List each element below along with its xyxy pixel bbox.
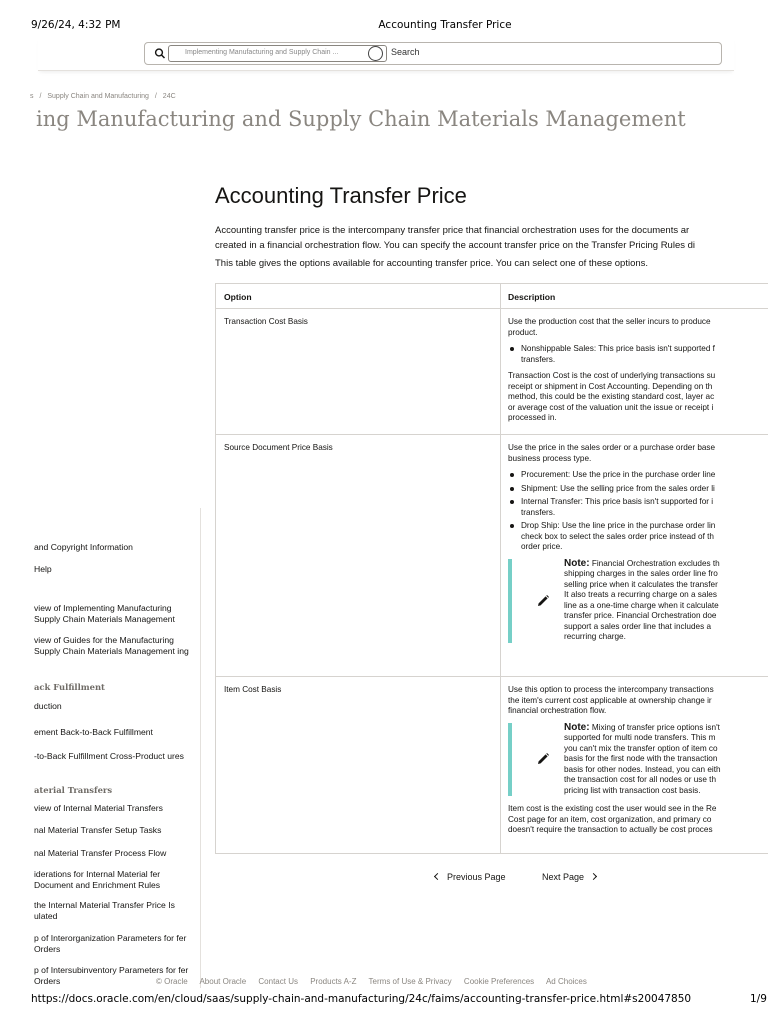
sidebar-item-implement-b2b[interactable]: ement Back-to-Back Fulfillment xyxy=(34,727,153,737)
chevron-left-icon xyxy=(434,873,441,880)
sidebar-item-transfer-price-calculated[interactable]: the Internal Material Transfer Price Is ulated xyxy=(34,900,175,921)
note-callout: Note: Financial Orchestration excludes th shipping charges in the sales order line fro selling price when it calculates the transfer It also treats a recurring charge on a sales line as a one-time charge when it calculate transfer price. Financial Orchestration doe support a sales order line that includes a recurring charge. xyxy=(508,559,768,643)
search-input[interactable]: Implementing Manufacturing and Supply Chain ... xyxy=(168,45,387,62)
list-item: Shipment: Use the selling price from the sales order li xyxy=(508,484,768,495)
print-document-title: Accounting Transfer Price xyxy=(378,19,512,31)
sidebar-item-introduction[interactable]: duction xyxy=(34,701,62,711)
page-title: Accounting Transfer Price xyxy=(215,183,467,208)
description-paragraph: Use this option to process the intercompany transactions the item's current cost applicable at ownership change ir financial orchestration flow. xyxy=(508,685,714,715)
option-name: Item Cost Basis xyxy=(224,685,282,694)
table-row xyxy=(216,435,768,677)
footer-link[interactable]: Contact Us xyxy=(258,977,298,986)
breadcrumb-separator: / xyxy=(39,93,42,100)
list-item: Nonshippable Sales: This price basis isn't supported f transfers. xyxy=(508,344,768,365)
option-name: Source Document Price Basis xyxy=(224,443,333,452)
table-row xyxy=(216,677,768,853)
table-header xyxy=(216,284,768,309)
chevron-right-icon xyxy=(590,873,597,880)
description-paragraph: Use the production cost that the seller incurs to produce product. xyxy=(508,317,711,337)
footer-link[interactable]: Terms of Use & Privacy xyxy=(368,977,452,986)
list-item: Drop Ship: Use the line price in the purchase order lin check box to select the sales order price instead of th order price. xyxy=(508,521,768,553)
bullet-list xyxy=(508,344,768,365)
article xyxy=(215,180,768,1000)
sidebar-toc xyxy=(0,508,201,988)
footer-link[interactable]: Products A-Z xyxy=(310,977,357,986)
intro-line: created in a financial orchestration flow. You can specify the account transfer price on the Transfer Pricing Rules di xyxy=(215,240,696,251)
sidebar-item-setup-tasks[interactable]: nal Material Transfer Setup Tasks xyxy=(34,825,162,835)
print-url: https://docs.oracle.com/en/cloud/saas/supply-chain-and-manufacturing/24c/faims/accounting-transfer-price.html#s20047850 xyxy=(31,993,692,1005)
list-item: Procurement: Use the price in the purchase order line xyxy=(508,470,768,481)
option-description xyxy=(508,443,768,651)
sidebar-item-process-flow[interactable]: nal Material Transfer Process Flow xyxy=(34,848,167,858)
book-title: ing Manufacturing and Supply Chain Materials Management xyxy=(36,107,686,131)
previous-page-link[interactable]: Previous Page xyxy=(435,872,506,882)
column-header-option: Option xyxy=(224,292,252,302)
sidebar-item-b2b-cross-product[interactable]: -to-Back Fulfillment Cross-Product ures xyxy=(34,751,184,761)
search-bar xyxy=(38,37,734,71)
breadcrumb-separator: / xyxy=(154,93,157,100)
breadcrumb-item[interactable]: 24C xyxy=(162,93,176,100)
sidebar-item-overview-implementing[interactable]: view of Implementing Manufacturing Supply Chain Materials Management xyxy=(34,603,175,624)
pencil-icon xyxy=(536,752,550,766)
intro-paragraph xyxy=(215,223,768,253)
footer-link[interactable]: Ad Choices xyxy=(545,977,587,986)
footer-copyright: © Oracle xyxy=(156,977,188,986)
breadcrumb xyxy=(30,93,180,100)
option-description xyxy=(508,685,768,842)
sidebar-section-material-transfers: aterial Transfers xyxy=(34,785,113,795)
intro-line: Accounting transfer price is the intercompany transfer price that financial orchestration uses for the documents ar xyxy=(215,225,690,236)
sidebar-item-copyright[interactable]: and Copyright Information xyxy=(34,542,133,552)
breadcrumb-item[interactable]: Supply Chain and Manufacturing xyxy=(47,93,149,100)
pencil-icon xyxy=(536,594,550,608)
description-paragraph: Transaction Cost is the cost of underlying transactions su receipt or shipment in Cost Accounting. Depending on th method, this could be the existing standard cost, layer ac or average cost of the valuation unit the issue or receipt i processed in. xyxy=(508,371,716,422)
print-timestamp: 9/26/24, 4:32 PM xyxy=(31,19,121,31)
search-icon[interactable] xyxy=(154,47,166,61)
note-label: Note: xyxy=(564,721,590,733)
table-intro: This table gives the options available for accounting transfer price. You can select one of these options. xyxy=(215,258,649,269)
options-table xyxy=(215,283,768,854)
site-footer xyxy=(156,977,597,986)
list-item: Internal Transfer: This price basis isn't supported for i transfers. xyxy=(508,497,768,518)
sidebar-item-considerations[interactable]: iderations for Internal Material fer Document and Enrichment Rules xyxy=(34,869,161,890)
description-paragraph: Use the price in the sales order or a purchase order base business process type. xyxy=(508,443,716,463)
sidebar-item-overview-guides[interactable]: view of Guides for the Manufacturing Supply Chain Materials Management ing xyxy=(34,635,189,656)
search-field xyxy=(144,42,722,65)
option-description xyxy=(508,317,768,430)
sidebar-section-back-to-back: ack Fulfillment xyxy=(34,682,105,692)
column-header-description: Description xyxy=(508,292,556,302)
option-name: Transaction Cost Basis xyxy=(224,317,308,326)
sidebar-item-help[interactable]: Help xyxy=(34,564,52,574)
sidebar-item-intersubinventory-parameters[interactable]: p of Intersubinventory Parameters for fer Orders xyxy=(34,965,189,986)
footer-link[interactable]: Cookie Preferences xyxy=(463,977,535,986)
breadcrumb-item[interactable]: s xyxy=(30,93,34,100)
print-header xyxy=(0,0,768,36)
loading-spinner-icon xyxy=(368,46,383,61)
bullet-list xyxy=(508,470,768,553)
sidebar-item-overview-transfers[interactable]: view of Internal Material Transfers xyxy=(34,803,163,813)
print-page-number: 1/9 xyxy=(750,993,767,1005)
table-row xyxy=(216,309,768,435)
description-paragraph: Item cost is the existing cost the user would see in the Re Cost page for an item, cost organization, and primary co doesn't require the transaction to actually be cost proces xyxy=(508,804,717,834)
note-callout: Note: Mixing of transfer price options isn't supported for multi node transfers. This m you can't mix the transfer option of item co basis for the first node with the transaction basis for other nodes. Instead, you can eith the transaction cost for all nodes or use th pricing list with transaction cost basis. xyxy=(508,723,768,797)
next-page-link[interactable]: Next Page xyxy=(542,872,596,882)
sidebar-item-interorganization-parameters[interactable]: p of Interorganization Parameters for fer Orders xyxy=(34,933,187,954)
footer-link[interactable]: About Oracle xyxy=(199,977,247,986)
note-label: Note: xyxy=(564,557,590,569)
search-button[interactable]: Search xyxy=(391,47,420,57)
